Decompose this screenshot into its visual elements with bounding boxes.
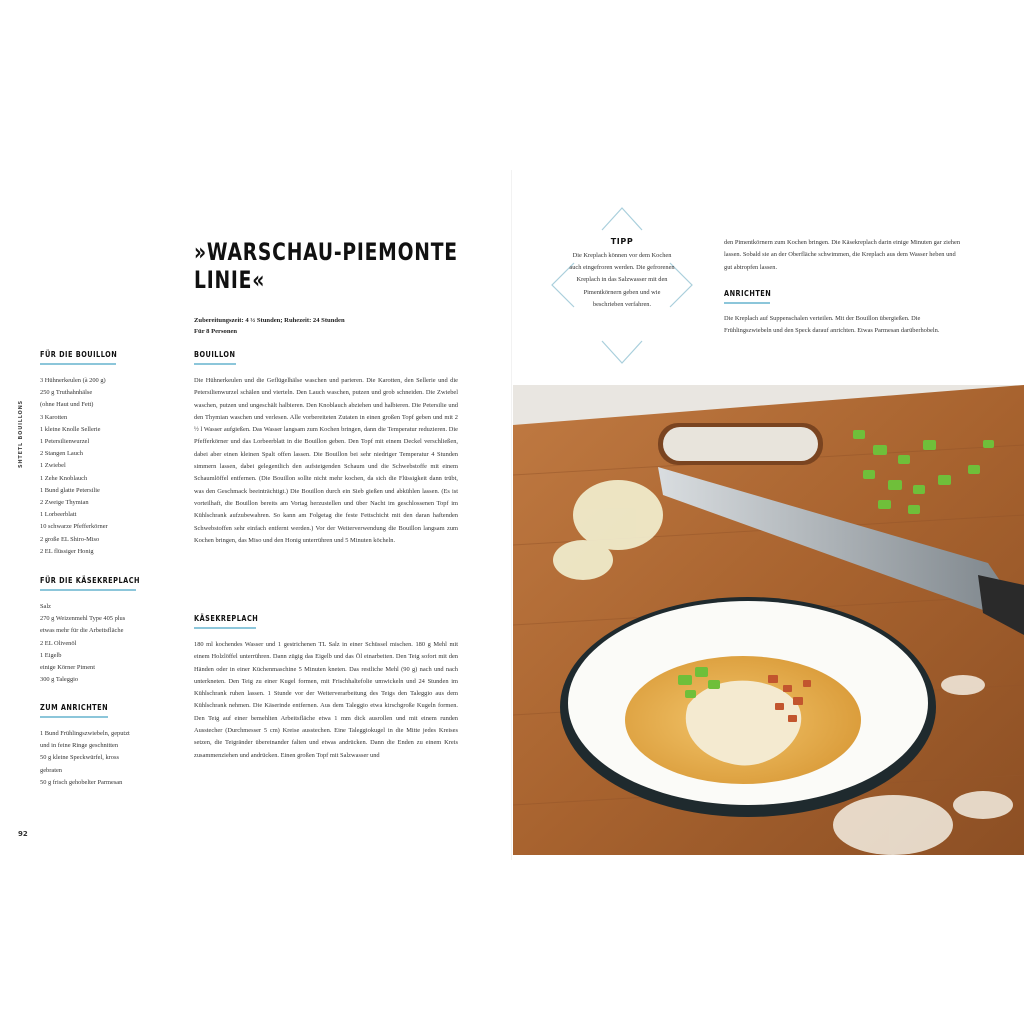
kreplach-soup-image: [513, 385, 1024, 855]
page-number: 92: [18, 830, 28, 838]
ingredient-item: 1 Petersilienwurzel: [40, 438, 90, 446]
ingredient-item: 1 Zwiebel: [40, 462, 66, 470]
ingredient-item: (ohne Haut und Fett): [40, 401, 94, 409]
ingredient-item: 1 Bund Frühlingszwiebeln, geputzt: [40, 730, 130, 737]
ingredient-item: 2 Stangen Lauch: [40, 450, 83, 458]
bouillon-ingredient-list: [40, 375, 108, 558]
ingredient-item: 1 Zehe Knoblauch: [40, 474, 88, 482]
ingredient-item: 270 g Weizenmehl Type 405 plus: [40, 615, 126, 623]
ingredient-item: 300 g Taleggio: [40, 676, 79, 684]
kreplach-ingredient-list: [40, 601, 125, 686]
prep-time: Zubereitungszeit: 4 ½ Stunden; Ruhezeit: 24 Stunden: [194, 317, 345, 324]
ingredient-item: 1 Lorbeerblatt: [40, 511, 77, 519]
heading-underline: [194, 627, 256, 629]
ingredient-item: 1 kleine Knolle Sellerie: [40, 425, 101, 433]
page-gutter: [511, 170, 512, 860]
ingredient-item: Salz: [40, 603, 52, 610]
ingredient-item: 2 große EL Shiro-Miso: [40, 535, 100, 543]
ingredient-item: 2 EL flüssiger Honig: [40, 547, 94, 555]
heading-underline: [40, 716, 108, 718]
garnish-ingredients-heading: ZUM ANRICHTEN: [40, 703, 109, 712]
serve-text: Die Kreplach auf Suppenschalen verteilen. Mit der Bouillon übergießen. Die Frühlingszwiebeln und den Speck darauf anrichten. Etwas Parmesan darüberhobeln.: [724, 315, 940, 335]
heading-underline: [40, 589, 136, 591]
dish-photo: [513, 385, 1024, 855]
servings: Für 8 Personen: [194, 328, 238, 335]
ingredient-item: 2 EL Olivenöl: [40, 639, 77, 647]
ingredient-item: etwas mehr für die Arbeitsfläche: [40, 627, 124, 635]
tip-box: [548, 205, 696, 365]
ingredient-item: 250 g Truthahnhälse: [40, 389, 93, 397]
ingredient-item: und in feine Ringe geschnitten: [40, 742, 119, 750]
ingredient-item: 1 Eigelb: [40, 651, 62, 659]
heading-underline: [724, 302, 770, 304]
tip-title: TIPP: [610, 237, 634, 246]
ingredient-item: einige Körner Piment: [40, 664, 96, 672]
recipe-meta: [194, 315, 345, 337]
bouillon-ingredients-heading: FÜR DIE BOUILLON: [40, 350, 118, 359]
tip-text: Die Kreplach können vor dem Kochen auch eingefroren werden. Die gefrorenen Kreplach in das Salzwasser mit den Pimentkörnern geben und wie beschrieben verfahren.: [569, 252, 675, 308]
serve-heading: ANRICHTEN: [724, 289, 772, 298]
continued-method-text: den Pimentkörnern zum Kochen bringen. Die Käsekreplach darin einige Minuten gar ziehen lassen. Sobald sie an der Oberfläche schwimmen, die Kreplach aus dem Wasser heben und gut abtropfen lassen.: [724, 239, 961, 271]
kreplach-method-text: 180 ml kochendes Wasser und 1 gestrichenen TL Salz in einer Schüssel mischen. 180 g Mehl mit einem Holzlöffel unterrühren. Dann zügig das Eigelb und das Öl einarbeiten. Den Teig sofort mit den Händen oder in einer Küchenmaschine 5 Minuten kneten. Das restliche Mehl (90 g) nach und nach unterkneten. Den Teig zu einer Kugel formen, mit Frischhaltefolie umwickeln und 24 Stunden im Kühlschrank ruhen lassen. 1 Stunde vor der Weiterverarbeitung des Teigs den Taleggio aus dem Kühlschrank nehmen. Die Käserinde entfernen. Aus dem Taleggio etwa kirschgroße Kugeln formen. Den Teig auf einer bemehlten Arbeitsfläche etwa 1 mm dick ausrollen und mit einem runden Ausstecher (Durchmesser 5 cm) Kreise ausstechen. Eine Taleggiokugel in die Mitte jedes Kreises setzen, die Teigränder übereinander falten und etwas andrücken. Dann die Enden zu einem Kreis zusammenziehen und andrücken. Einen großen Topf mit Salzwasser und: [194, 641, 458, 759]
kreplach-method-heading: KÄSEKREPLACH: [194, 614, 259, 623]
ingredient-item: gebraten: [40, 766, 62, 774]
kreplach-ingredients-heading: FÜR DIE KÄSEKREPLACH: [40, 576, 140, 585]
bouillon-method-text: Die Hühnerkeulen und die Geflügelhälse waschen und parieren. Die Karotten, den Sellerie und die Petersilienwurzel schälen und vierteln. Den Lauch waschen, putzen und grob schneiden. Die Zwiebel waschen, putzen und ungeschält halbieren. Den Knoblauch abziehen und halbieren. Die Petersilie und den Thymian waschen und verlesen. Alle vorbereiteten Zutaten in einen großen Topf geben und mit 2 ½ l Wasser aufgießen. Das Wasser langsam zum Kochen bringen, dann die Temperatur reduzieren. Die Pfefferkörner und das Lorbeerblatt in die Bouillon geben. Den Topf mit einem Deckel verschließen, dabei aber einen kleinen Spalt offen lassen. Die Bouillon bei sehr niedriger Temperatur 4 Stunden simmern lassen, dabei gelegentlich den aufsteigenden Schaum und die Schwebstoffe mit einem Schaumlöffel entfernen. (Die Bouillon sollte nicht mehr kochen, da sich die Flüssigkeit dann trübt, was den Geschmack beeinträchtigt.) Die Bouillon durch ein Sieb gießen und abkühlen lassen. (Es ist vorteilhaft, die Bouillon bereits am Vortag herzustellen und über Nacht im geschlossenen Topf im Kühlschrank aufzubewahren. So kann am Folgetag die feste Fettschicht mit den daran haftenden Schwebstoffen sehr einfach entfernt werden.) Vor der Weiterverwendung die Bouillon langsam zum Kochen bringen, das Miso und den Honig unterrühren und 5 Minuten köcheln.: [194, 377, 458, 544]
chapter-side-label: SHTETL BOUILLONS: [18, 400, 24, 468]
heading-underline: [194, 363, 236, 365]
ingredient-item: 2 Zweige Thymian: [40, 499, 89, 507]
recipe-title: »WARSCHAU-PIEMONTE LINIE«: [194, 238, 458, 294]
bouillon-method-heading: BOUILLON: [194, 350, 236, 359]
ingredient-item: 3 Karotten: [40, 413, 68, 421]
ingredient-item: 10 schwarze Pfefferkörner: [40, 523, 108, 531]
ingredient-item: 3 Hühnerkeulen (à 200 g): [40, 377, 106, 384]
garnish-ingredient-list: [40, 728, 130, 789]
heading-underline: [40, 363, 116, 365]
ingredient-item: 50 g kleine Speckwürfel, kross: [40, 754, 119, 762]
ingredient-item: 1 Bund glatte Petersilie: [40, 486, 100, 494]
ingredient-item: 50 g frisch gehobelter Parmesan: [40, 778, 123, 786]
